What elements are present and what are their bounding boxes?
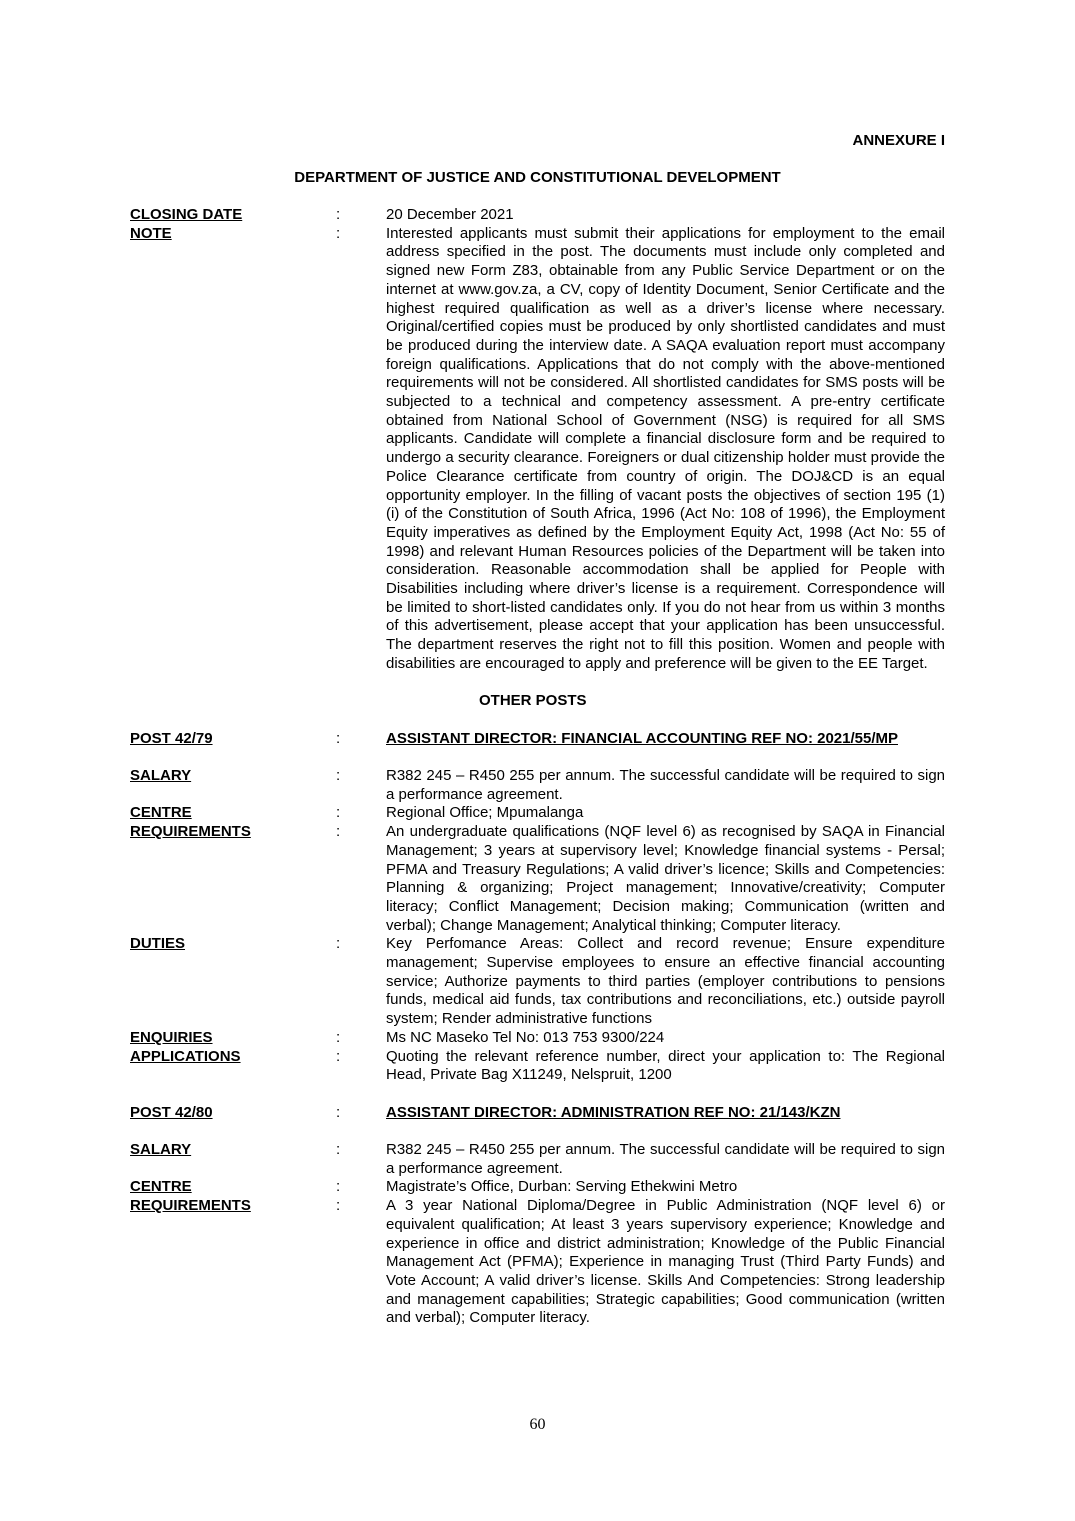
applications-label: APPLICATIONS: [130, 1047, 241, 1065]
annexure-heading: ANNEXURE I: [852, 132, 945, 149]
enquiries-value: Ms NC Maseko Tel No: 013 753 9300/224: [386, 1028, 665, 1046]
duties-value: Key Perfomance Areas: Collect and record revenue; Ensure expenditure management; Supervise employees to ensure an effective financial accounting service; Authorize payments to third parties (employer contributions to pensions funds, medical aid funds, tax contributions and reconciliations, etc.) outside payroll system; Render administrative functions: [386, 935, 945, 1028]
colon: :: [336, 729, 341, 747]
note-row: [130, 225, 945, 674]
enquiries-row: [130, 1029, 945, 1048]
applications-row: [130, 1048, 945, 1085]
requirements-label: REQUIREMENTS: [130, 1197, 251, 1215]
requirements-row: [130, 823, 945, 935]
colon: :: [336, 206, 341, 223]
post-title: ASSISTANT DIRECTOR: FINANCIAL ACCOUNTING REF NO: 2021/55/MP: [386, 729, 898, 747]
salary-row: [130, 1141, 945, 1178]
centre-label: CENTRE: [130, 1178, 192, 1196]
colon: :: [336, 1047, 341, 1065]
duties-row: [130, 935, 945, 1029]
closing-date-row: [130, 206, 945, 225]
requirements-value: An undergraduate qualifications (NQF level 6) as recognised by SAQA in Financial Management; 3 years at supervisory level; Knowledge financial systems - Persal; PFMA and Treasury Regulations; A valid driver’s licence; Skills and Competencies: Planning & organizing; Project management; Innovative/creativity; Computer literacy; Conflict Management; Decision making; Communication (written and verbal); Change Management; Analytical thinking; Computer literacy.: [386, 823, 945, 934]
post-label: POST 42/80: [130, 1103, 213, 1121]
note-text: Interested applicants must submit their applications for employment to the email address specified in the post. The documents must include only completed and signed new Form Z83, obtainable from any Public Service Department or on the internet at www.gov.za, a CV, copy of Identity Document, Senior Certificate and the highest required qualification as well as a driver’s license where necessary. Original/certified copies must be produced by only shortlisted candidates and must be produced during the interview date. A SAQA evaluation report must accompany foreign qualifications. Applications that do not comply with the above-mentioned requirements will not be considered. All shortlisted candidates for SMS posts will be subjected to a technical and competency assessment. A pre-entry certificate obtained from National School of Government (NSG) is required for all SMS applicants. Candidate will complete a financial disclosure form and be required to undergo a security clearance. Foreigners or dual citizenship holder must provide the Police Clearance certificate from country of origin. The DOJ&CD is an equal opportunity employer. In the filling of vacant posts the objectives of section 195 (1) (i) of the Constitution of South Africa, 1996 (Act No: 108 of 1996), the Employment Equity imperatives as defined by the Employment Equity Act, 1998 (Act No: 55 of 1998) and relevant Human Resources policies of the Department will be taken into consideration. Reasonable accommodation shall be applied for People with Disabilities including where driver’s license is a requirement. Correspondence will be limited to short-listed candidates only. If you do not hear from us within 3 months of this advertisement, please accept that your application has been unsuccessful. The department reserves the right not to fill this position. Women and people with disabilities are encouraged to apply and preference will be given to the EE Target.: [386, 224, 945, 672]
salary-value: R382 245 – R450 255 per annum. The successful candidate will be required to sign a performance agreement.: [386, 1141, 945, 1177]
requirements-row: [130, 1197, 945, 1328]
colon: :: [336, 224, 341, 242]
colon: :: [336, 1178, 341, 1196]
post-title: ASSISTANT DIRECTOR: ADMINISTRATION REF NO: 21/143/KZN: [386, 1103, 841, 1121]
colon: :: [336, 935, 341, 953]
requirements-label: REQUIREMENTS: [130, 823, 251, 841]
requirements-value: A 3 year National Diploma/Degree in Public Administration (NQF level 6) or equivalent qualification; At least 3 years supervisory experience; Knowledge and experience in office and district administration; Knowledge of the Public Financial Management Act (PFMA); Experience in managing Trust (Third Party Funds) and Vote Account; A valid driver’s license. Skills And Competencies: Strong leadership and management capabilities; Strategic capabilities; Good communication (written and verbal); Computer literacy.: [386, 1197, 945, 1327]
centre-value: Regional Office; Mpumalanga: [386, 804, 584, 822]
document-body: [130, 206, 945, 1328]
post-label: POST 42/79: [130, 729, 213, 747]
department-heading: DEPARTMENT OF JUSTICE AND CONSTITUTIONAL DEVELOPMENT: [294, 169, 781, 186]
post-row: [130, 730, 945, 749]
duties-label: DUTIES: [130, 935, 186, 953]
centre-row: [130, 1178, 945, 1197]
salary-row: [130, 767, 945, 804]
post-row: [130, 1104, 945, 1123]
applications-value: Quoting the relevant reference number, direct your application to: The Regional Head, Private Bag X11249, Nelspruit, 1200: [386, 1047, 945, 1084]
colon: :: [336, 823, 341, 841]
other-posts-heading: OTHER POSTS: [479, 692, 587, 710]
colon: :: [336, 804, 341, 822]
centre-row: [130, 804, 945, 823]
colon: :: [336, 1028, 341, 1046]
page-number: 60: [529, 1416, 546, 1433]
colon: :: [336, 1197, 341, 1215]
salary-label: SALARY: [130, 767, 192, 785]
centre-value: Magistrate’s Office, Durban: Serving Ethekwini Metro: [386, 1178, 738, 1196]
salary-label: SALARY: [130, 1141, 192, 1159]
colon: :: [336, 1103, 341, 1121]
colon: :: [336, 1141, 341, 1159]
enquiries-label: ENQUIRIES: [130, 1028, 213, 1046]
salary-value: R382 245 – R450 255 per annum. The successful candidate will be required to sign a performance agreement.: [386, 767, 945, 803]
colon: :: [336, 767, 341, 785]
centre-label: CENTRE: [130, 804, 192, 822]
note-label: NOTE: [130, 224, 172, 242]
closing-date-label: CLOSING DATE: [130, 206, 243, 223]
closing-date-value: 20 December 2021: [386, 206, 514, 223]
